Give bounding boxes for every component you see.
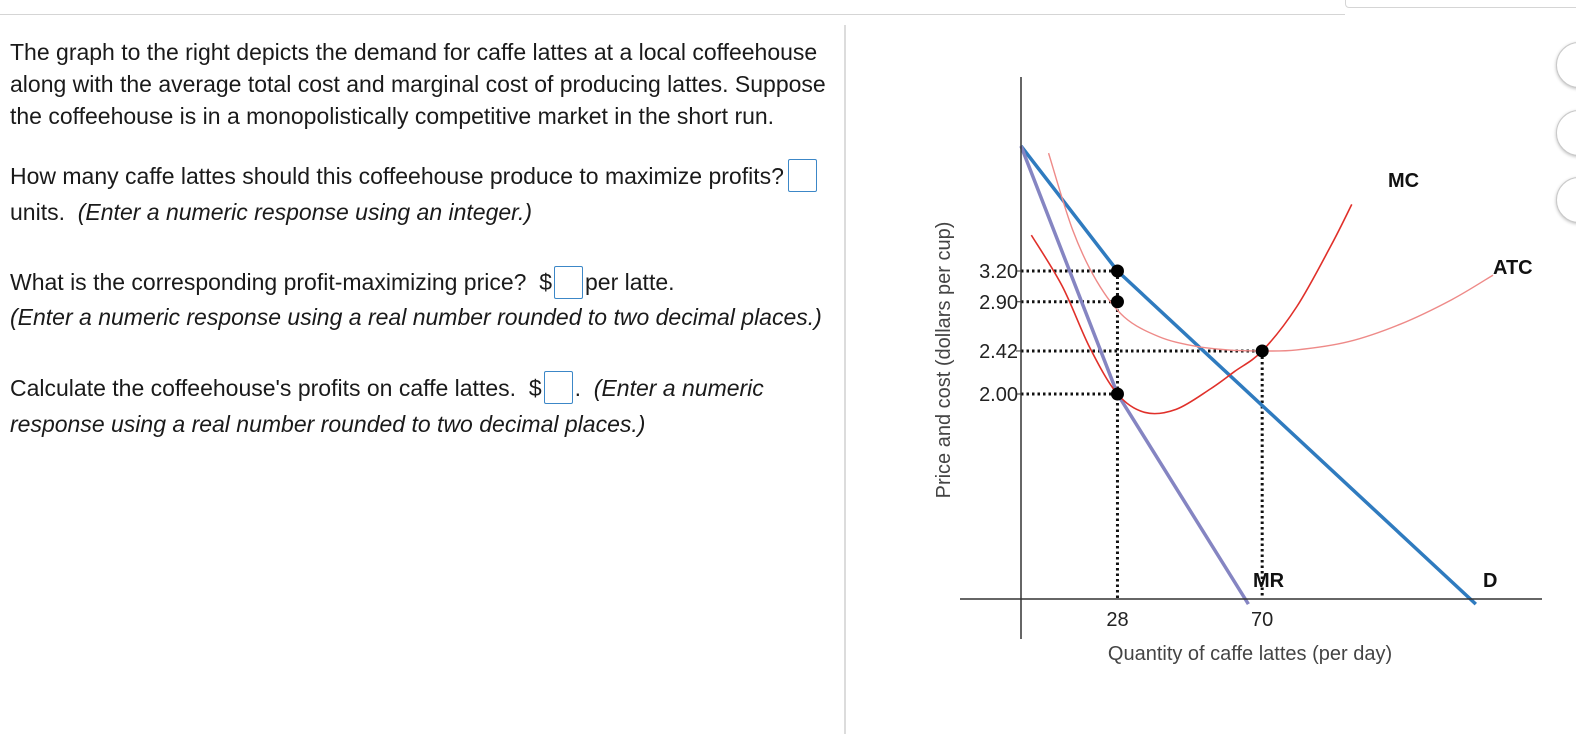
q3-suffix: . <box>574 374 581 401</box>
point-marker-1 <box>1111 295 1124 308</box>
curve-label-atc: ATC <box>1493 257 1533 279</box>
curve-mr <box>1021 146 1248 604</box>
chart-axes <box>960 77 1542 639</box>
curve-label-d: D <box>1483 570 1498 592</box>
cost-demand-chart <box>900 60 1560 680</box>
y-tick-label-2: 2.42 <box>979 340 1018 363</box>
q1-prefix: How many caffe lattes should this coffeehouse produce to maximize profits? <box>10 163 784 189</box>
q3-prefix: Calculate the coffeehouse's profits on caffe lattes. <box>10 374 517 401</box>
q2-hint: (Enter a numeric response using a real number rounded to two decimal places.) <box>10 303 822 330</box>
point-marker-3 <box>1256 344 1269 357</box>
top-rule <box>0 14 1345 15</box>
x-tick-labels <box>1106 609 1273 631</box>
y-axis-label: Price and cost (dollars per cup) <box>933 221 955 499</box>
curve-label-mr: MR <box>1253 570 1285 592</box>
question-2 <box>10 266 830 333</box>
point-marker-0 <box>1111 265 1124 278</box>
panel-divider <box>844 25 846 734</box>
question-1 <box>10 158 830 230</box>
y-tick-labels <box>979 261 1021 406</box>
x-tick-label-0: 28 <box>1106 609 1129 631</box>
q1-hint: (Enter a numeric response using an integer.) <box>77 199 533 226</box>
curve-d <box>1021 146 1476 604</box>
q2-suffix: per latte. <box>585 269 675 296</box>
question-3 <box>10 370 830 442</box>
y-tick-label-1: 2.90 <box>979 291 1018 314</box>
q2-prefix: What is the corresponding profit-maximizing price? <box>10 269 527 296</box>
curve-mc <box>1031 204 1351 413</box>
question-intro: The graph to the right depicts the demand for caffe lattes at a local coffeehouse along with the average total cost and marginal cost of producing lattes. Suppose the coffeehouse is in a monopolistically competitive market in the short run. <box>10 39 826 129</box>
chart-curves <box>1021 146 1493 604</box>
curve-atc <box>1049 153 1493 351</box>
y-tick-label-0: 3.20 <box>979 261 1018 283</box>
price-answer-input[interactable] <box>554 266 583 299</box>
q1-suffix: units. <box>10 199 65 226</box>
x-tick-label-1: 70 <box>1251 609 1274 631</box>
question-panel <box>10 36 830 478</box>
profit-answer-input[interactable] <box>544 371 573 404</box>
quantity-answer-input[interactable] <box>788 159 817 192</box>
top-toolbar-box <box>1345 0 1576 8</box>
y-tick-label-3: 2.00 <box>979 384 1018 406</box>
q3-hint: (Enter a numeric response using a real number rounded to two decimal places.) <box>10 374 764 438</box>
curve-label-mc: MC <box>1388 170 1420 192</box>
x-axis-label: Quantity of caffe lattes (per day) <box>1107 643 1393 665</box>
q2-currency: $ <box>539 269 553 296</box>
q3-currency: $ <box>528 374 542 401</box>
point-marker-2 <box>1111 388 1124 401</box>
